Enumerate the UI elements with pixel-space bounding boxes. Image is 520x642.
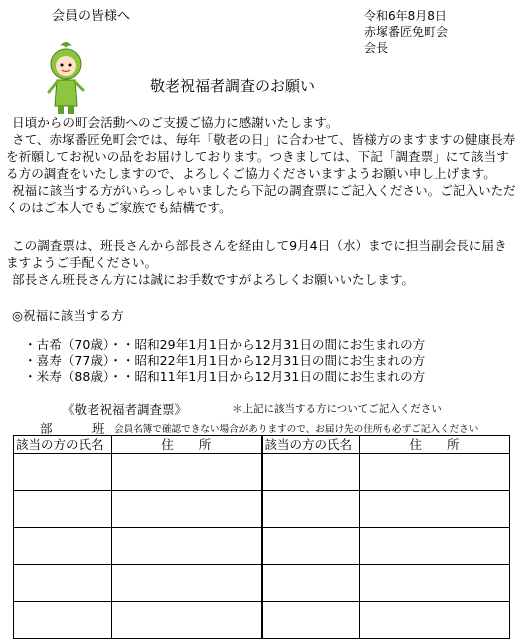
eligibility-item: ・米寿（88歳）・・昭和11年1月1日から12月31日の間にお生まれの方 (24, 369, 426, 384)
column-header-name: 該当の方の氏名 (262, 436, 360, 454)
paragraph-request: 祝福に該当する方がいらっしゃいましたら下記の調査票にご記入ください。ご記入いただくのはご本人でもご家族でも結構です。 (6, 183, 516, 215)
eligibility-heading: ◎祝福に該当する方 (12, 308, 124, 323)
group-label: 班 (92, 421, 105, 436)
table-row (14, 565, 510, 602)
survey-table (13, 435, 510, 639)
form-note: ＊上記に該当する方についてご記入ください (232, 403, 442, 415)
eligibility-item: ・古希（70歳）・・昭和29年1月1日から12月31日の間にお生まれの方 (24, 337, 426, 352)
organization-name: 赤塚番匠免町会 (364, 25, 449, 39)
address-cell[interactable] (360, 528, 510, 565)
name-cell[interactable] (262, 454, 360, 491)
mascot-illustration (44, 40, 88, 116)
body-text (6, 114, 516, 216)
name-cell[interactable] (14, 602, 112, 639)
date-line: 令和6年8月8日 (364, 9, 447, 23)
name-cell[interactable] (262, 565, 360, 602)
column-header-address: 住 所 (112, 436, 262, 454)
address-cell[interactable] (360, 454, 510, 491)
body-text-2 (6, 237, 516, 288)
name-cell[interactable] (14, 491, 112, 528)
paragraph-thanks: 部長さん班長さん方には誠にお手数ですがよろしくお願いいたします。 (12, 272, 414, 287)
paragraph-purpose: さて、赤塚番匠免町会では、毎年「敬老の日」に合わせて、皆様方のますますの健康長寿を祈願してお祝いの品をお届けしております。つきましては、下記「調査票」にて該当する方の調査をいたしますので、よろしくご協力くださいますようお願い申し上げます。 (6, 132, 516, 181)
name-cell[interactable] (14, 565, 112, 602)
name-cell[interactable] (14, 454, 112, 491)
column-header-name: 該当の方の氏名 (14, 436, 112, 454)
address-cell[interactable] (112, 454, 262, 491)
table-row (14, 491, 510, 528)
address-cell[interactable] (360, 602, 510, 639)
column-header-address: 住 所 (360, 436, 510, 454)
address-cell[interactable] (112, 491, 262, 528)
address-cell[interactable] (360, 565, 510, 602)
address-cell[interactable] (112, 565, 262, 602)
table-row (14, 454, 510, 491)
form-instruction: 会員名簿で確認できない場合がありますので、お届け先の住所も必ずご記入ください (114, 424, 479, 435)
eligibility-item: ・喜寿（77歳）・・昭和22年1月1日から12月31日の間にお生まれの方 (24, 353, 426, 368)
address-cell[interactable] (360, 491, 510, 528)
table-header-row (14, 436, 510, 454)
table-row (14, 528, 510, 565)
address-cell[interactable] (112, 528, 262, 565)
department-label: 部 (40, 421, 53, 436)
name-cell[interactable] (262, 491, 360, 528)
paragraph-deadline: この調査票は、班長さんから部長さんを経由して9月4日（水）までに担当副会長に届きますようご手配ください。 (6, 238, 507, 270)
paragraph-greeting: 日頃からの町会活動へのご支援ご協力に感謝いたします。 (12, 115, 339, 130)
form-title: 《敬老祝福者調査票》 (62, 402, 188, 417)
sender-role: 会長 (364, 41, 389, 55)
name-cell[interactable] (14, 528, 112, 565)
table-row (14, 602, 510, 639)
document-title: 敬老祝福者調査のお願い (150, 77, 316, 95)
name-cell[interactable] (262, 602, 360, 639)
name-cell[interactable] (262, 528, 360, 565)
recipient-line: 会員の皆様へ (52, 9, 131, 24)
address-cell[interactable] (112, 602, 262, 639)
